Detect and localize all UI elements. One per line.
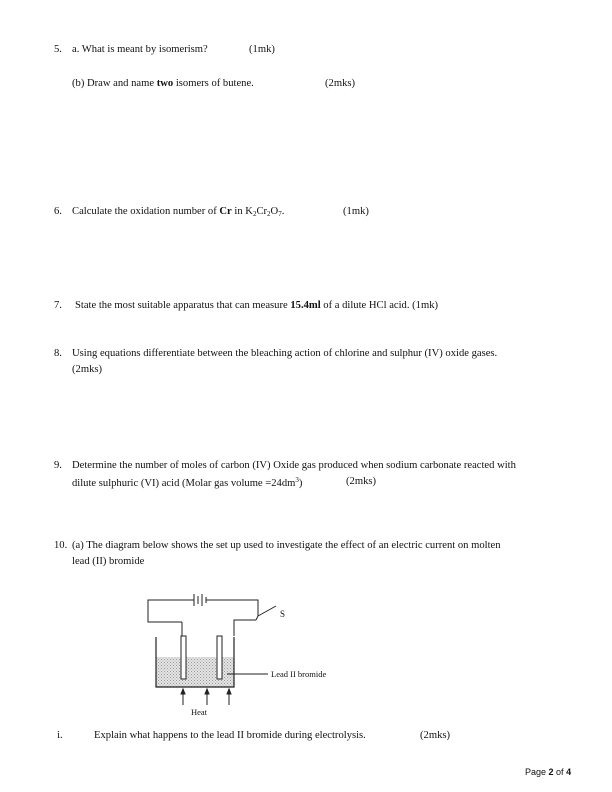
question-5b-text: (b) Draw and name two isomers of butene. xyxy=(72,78,254,89)
electrolyte-label: Lead II bromide xyxy=(271,669,327,679)
question-5-number: 5. xyxy=(54,44,62,55)
question-5a-marks: (1mk) xyxy=(249,44,275,55)
question-9-line1: Determine the number of moles of carbon (IV) Oxide gas produced when sodium carbonate reacted with xyxy=(72,460,516,471)
electrode-right xyxy=(217,636,222,679)
question-5b-marks: (2mks) xyxy=(325,78,356,89)
page-number: Page 2 of 4 xyxy=(525,767,572,777)
question-6-text: Calculate the oxidation number of Cr in $K_2Cr_2O_7$. xyxy=(72,206,285,218)
question-8-number: 8. xyxy=(54,348,62,359)
heat-arrows-icon xyxy=(181,689,231,705)
question-10-line2: lead (II) bromide xyxy=(72,556,145,567)
switch-label: S xyxy=(280,609,286,619)
question-9-marks: (2mks) xyxy=(346,476,377,487)
question-8-line1: Using equations differentiate between the bleaching action of chlorine and sulphur (IV) oxide gases. xyxy=(72,348,498,359)
question-9-line2: dilute sulphuric (VI) acid (Molar gas volume $=24dm^3$) xyxy=(72,476,303,489)
question-10-number: 10. xyxy=(54,540,68,551)
question-9-number: 9. xyxy=(54,460,62,471)
question-8-marks: (2mks) xyxy=(72,364,103,375)
question-6-number: 6. xyxy=(54,206,62,217)
question-10-i-text: Explain what happens to the lead II bromide during electrolysis. xyxy=(94,730,366,741)
circuit-wire xyxy=(148,600,258,636)
question-5a-text: a. What is meant by isomerism? xyxy=(72,44,208,55)
question-10-line1: (a) The diagram below shows the set up used to investigate the effect of an electric current on molten xyxy=(72,540,501,551)
question-7-text: State the most suitable apparatus that can measure 15.4ml of a dilute HCl acid. (1mk) xyxy=(75,300,439,311)
electrolysis-diagram xyxy=(140,590,350,720)
heat-label: Heat xyxy=(191,707,208,717)
question-7-number: 7. xyxy=(54,300,62,311)
question-10-i-number: i. xyxy=(57,730,63,741)
electrode-left xyxy=(181,636,186,679)
question-6-marks: (1mk) xyxy=(343,206,369,217)
switch-icon xyxy=(256,606,276,620)
battery-icon xyxy=(194,594,206,606)
question-10-i-marks: (2mks) xyxy=(420,730,451,741)
